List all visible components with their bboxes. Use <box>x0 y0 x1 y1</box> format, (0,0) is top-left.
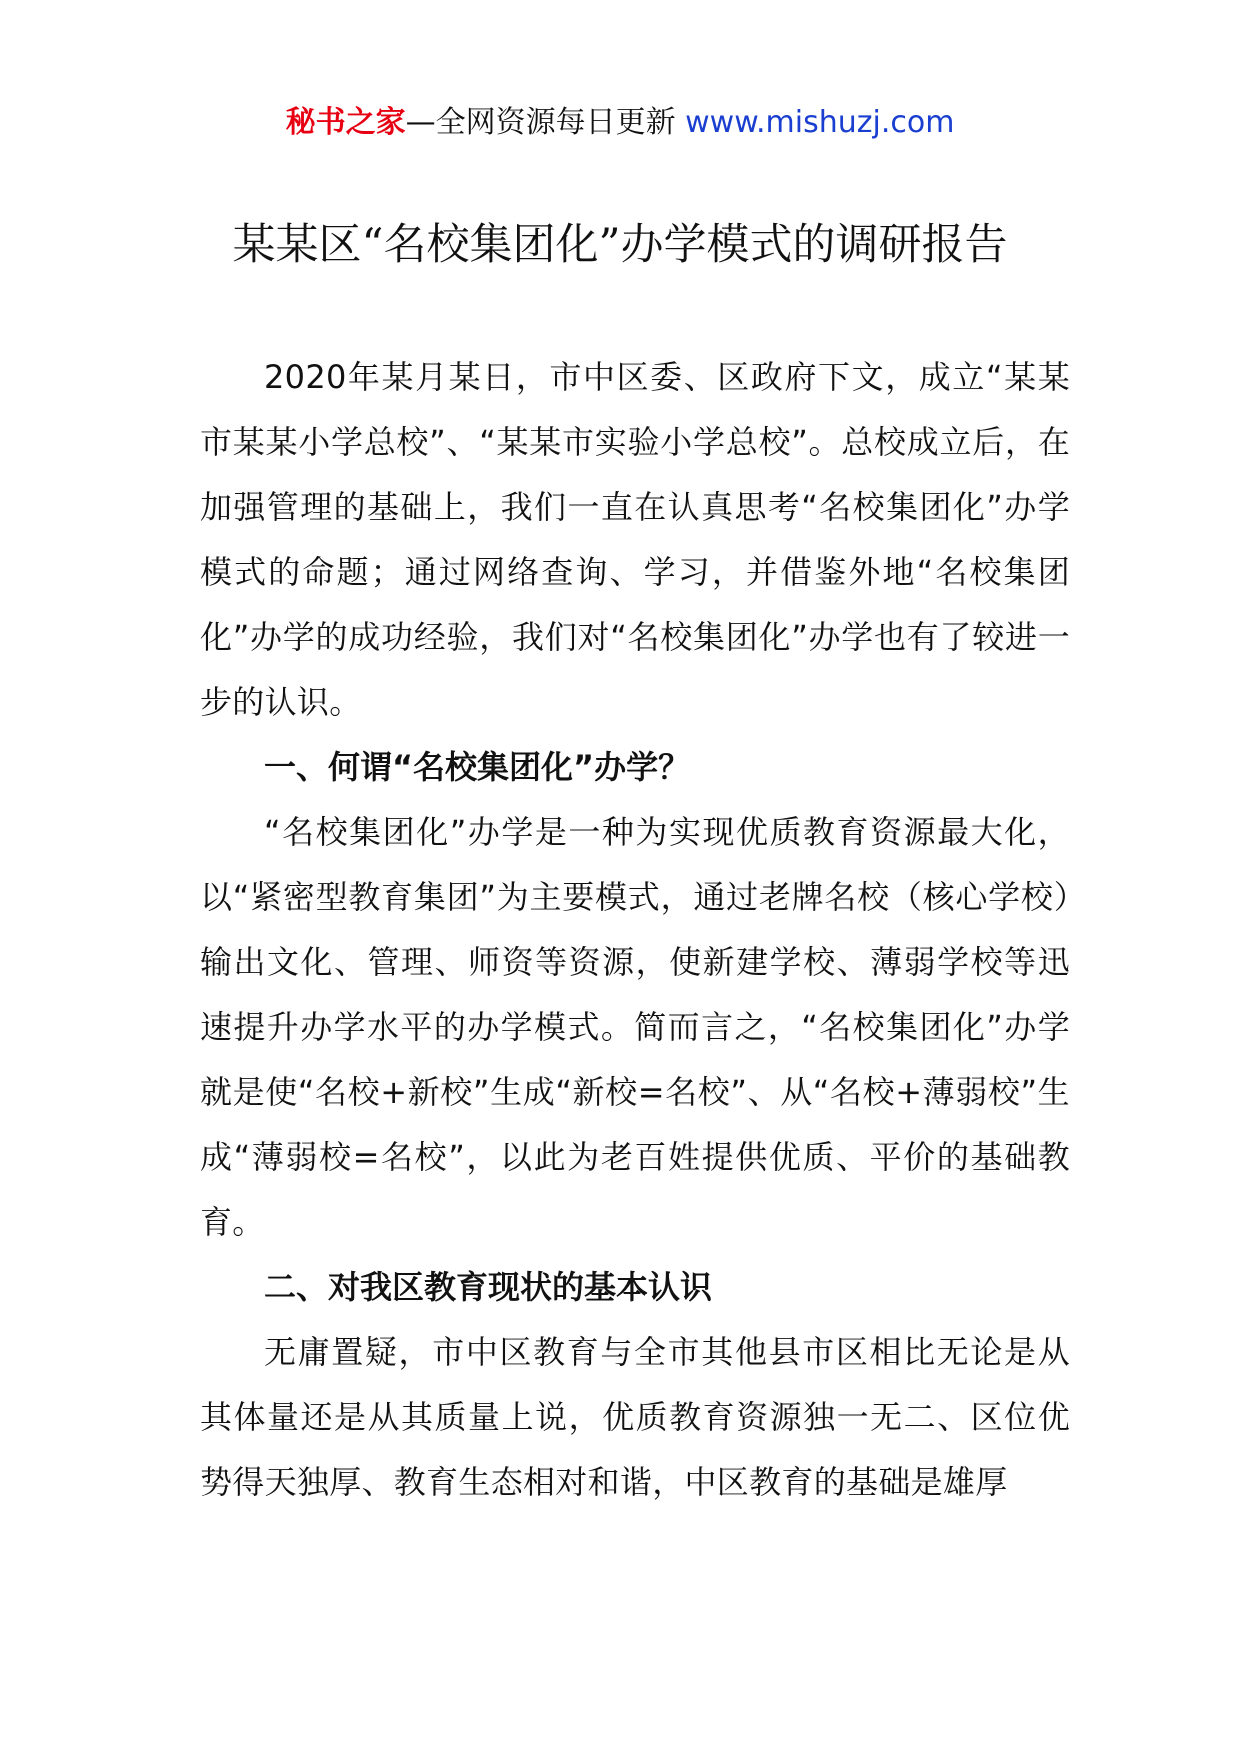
section-2-heading: 二、对我区教育现状的基本认识 <box>264 1268 713 1306</box>
section-1-heading: 一、何谓“名校集团化”办学？ <box>264 748 691 786</box>
site-url-link[interactable]: www.mishuzj.com <box>685 105 955 140</box>
intro-paragraph: 2020年某月某日，市中区委、区政府下文，成立“某某市某某小学总校”、“某某市实验小学总校”。总校成立后，在加强管理的基础上，我们一直在认真思考“名校集团化”办学模式的命题；通过网络查询、学习，并借鉴外地“名校集团化”办学的成功经验，我们对“名校集团化”办学也有了较进一步的认识。 <box>200 358 1070 721</box>
document-title: 某某区“名校集团化”办学模式的调研报告 <box>232 220 1008 270</box>
section-2-paragraph: 无庸置疑，市中区教育与全市其他县市区相比无论是从其体量还是从其质量上说，优质教育资源独一无二、区位优势得天独厚、教育生态相对和谐，中区教育的基础是雄厚 <box>200 1333 1070 1501</box>
site-tagline: —全网资源每日更新 <box>405 105 676 140</box>
site-header <box>0 100 1240 146</box>
section-1-paragraph: “名校集团化”办学是一种为实现优质教育资源最大化，以“紧密型教育集团”为主要模式，通过老牌名校（核心学校）输出文化、管理、师资等资源，使新建学校、薄弱学校等迅速提升办学水平的办学模式。简而言之，“名校集团化”办学就是使“名校+新校”生成“新校=名校”、从“名校+薄弱校”生成“薄弱校=名校”，以此为老百姓提供优质、平价的基础教育。 <box>200 813 1070 1241</box>
document-body <box>200 345 1070 1515</box>
site-brand: 秘书之家 <box>285 105 406 140</box>
